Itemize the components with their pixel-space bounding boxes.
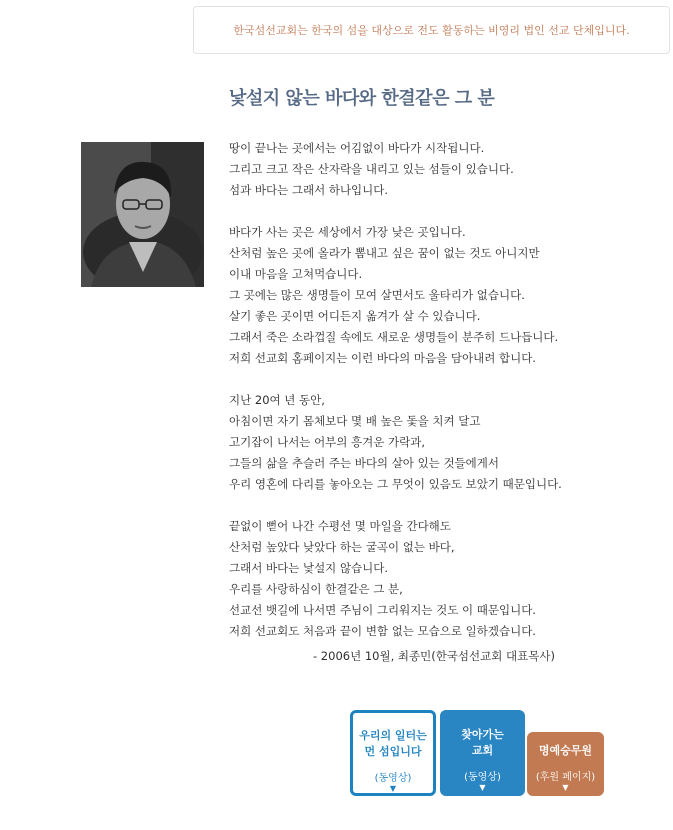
button-label-line2: 먼 섬입니다 <box>364 745 422 758</box>
message-line: 저희 선교회도 처음과 끝이 변함 없는 모습으로 일하겠습니다. <box>229 624 536 638</box>
button-sublabel: (후원 페이지) <box>535 772 596 783</box>
mission-notice-box <box>193 6 670 54</box>
visiting-church-video-button[interactable] <box>440 710 525 796</box>
message-line: 고기잡이 나서는 어부의 흥겨운 가락과, <box>229 435 426 449</box>
down-arrow-icon: ▼ <box>389 784 397 793</box>
our-workplace-video-button[interactable] <box>350 710 436 796</box>
honorary-crew-support-button[interactable] <box>527 732 604 796</box>
message-line: 산처럼 높은 곳에 올라가 뽐내고 싶은 꿈이 없는 것도 아니지만 <box>229 246 540 260</box>
message-line: 우리를 사랑하심이 한결같은 그 분, <box>229 582 403 596</box>
message-line: 살기 좋은 곳이면 어디든지 옮겨가 살 수 있습니다. <box>229 309 481 323</box>
signature: - 2006년 10월, 최종민(한국섬선교회 대표목사) <box>313 649 555 663</box>
button-sublabel: (동영상) <box>464 772 501 783</box>
message-line: 우리 영혼에 다리를 놓아오는 그 무엇이 있음도 보았기 때문입니다. <box>229 477 562 491</box>
message-line: 섬과 바다는 그래서 하나입니다. <box>229 183 389 197</box>
message-line: 산처럼 높았다 낮았다 하는 굴곡이 없는 바다, <box>229 540 455 554</box>
message-line: 저희 선교회 홈페이지는 이런 바다의 마음을 담아내려 합니다. <box>229 351 536 365</box>
message-body <box>229 138 649 663</box>
message-paragraph <box>229 138 649 201</box>
message-line: 아침이면 자기 몸체보다 몇 배 높은 돛을 치켜 달고 <box>229 414 481 428</box>
button-label-line1: 찾아가는 <box>461 728 504 741</box>
message-line: 그 곳에는 많은 생명들이 모여 살면서도 울타리가 없습니다. <box>229 288 525 302</box>
page-title: 낯설지 않는 바다와 한결같은 그 분 <box>229 88 495 109</box>
message-line: 끝없이 뻗어 나간 수평선 몇 마일을 간다해도 <box>229 519 451 533</box>
message-paragraph <box>229 390 649 495</box>
message-line: 그들의 삶을 추슬러 주는 바다의 살아 있는 것들에게서 <box>229 456 499 470</box>
message-line: 그래서 바다는 낯설지 않습니다. <box>229 561 389 575</box>
message-paragraph <box>229 516 649 642</box>
message-line: 그리고 크고 작은 산자락을 내리고 있는 섬들이 있습니다. <box>229 162 514 176</box>
button-label-line2: 교회 <box>471 744 494 757</box>
message-line: 그래서 죽은 소라껍질 속에도 새로운 생명들이 분주히 드나듭니다. <box>229 330 559 344</box>
pastor-portrait-photo <box>81 142 204 287</box>
message-line: 지난 20여 년 동안, <box>229 393 325 407</box>
mission-notice-text: 한국섬선교회는 한국의 섬을 대상으로 전도 활동하는 비영리 법인 선교 단체입니다. <box>233 24 630 37</box>
down-arrow-icon: ▼ <box>479 783 486 792</box>
message-line: 이내 마음을 고쳐먹습니다. <box>229 267 363 281</box>
message-line: 땅이 끝나는 곳에서는 어김없이 바다가 시작됩니다. <box>229 141 485 155</box>
down-arrow-icon: ▼ <box>562 783 569 792</box>
message-line: 바다가 사는 곳은 세상에서 가장 낮은 곳입니다. <box>229 225 466 239</box>
button-label-line1: 명예승무원 <box>538 744 593 757</box>
button-label-line1: 우리의 일터는 <box>359 729 427 742</box>
message-paragraph <box>229 222 649 369</box>
button-sublabel: (동영상) <box>374 773 412 784</box>
message-line: 선교선 뱃길에 나서면 주님이 그리워지는 것도 이 때문입니다. <box>229 603 536 617</box>
